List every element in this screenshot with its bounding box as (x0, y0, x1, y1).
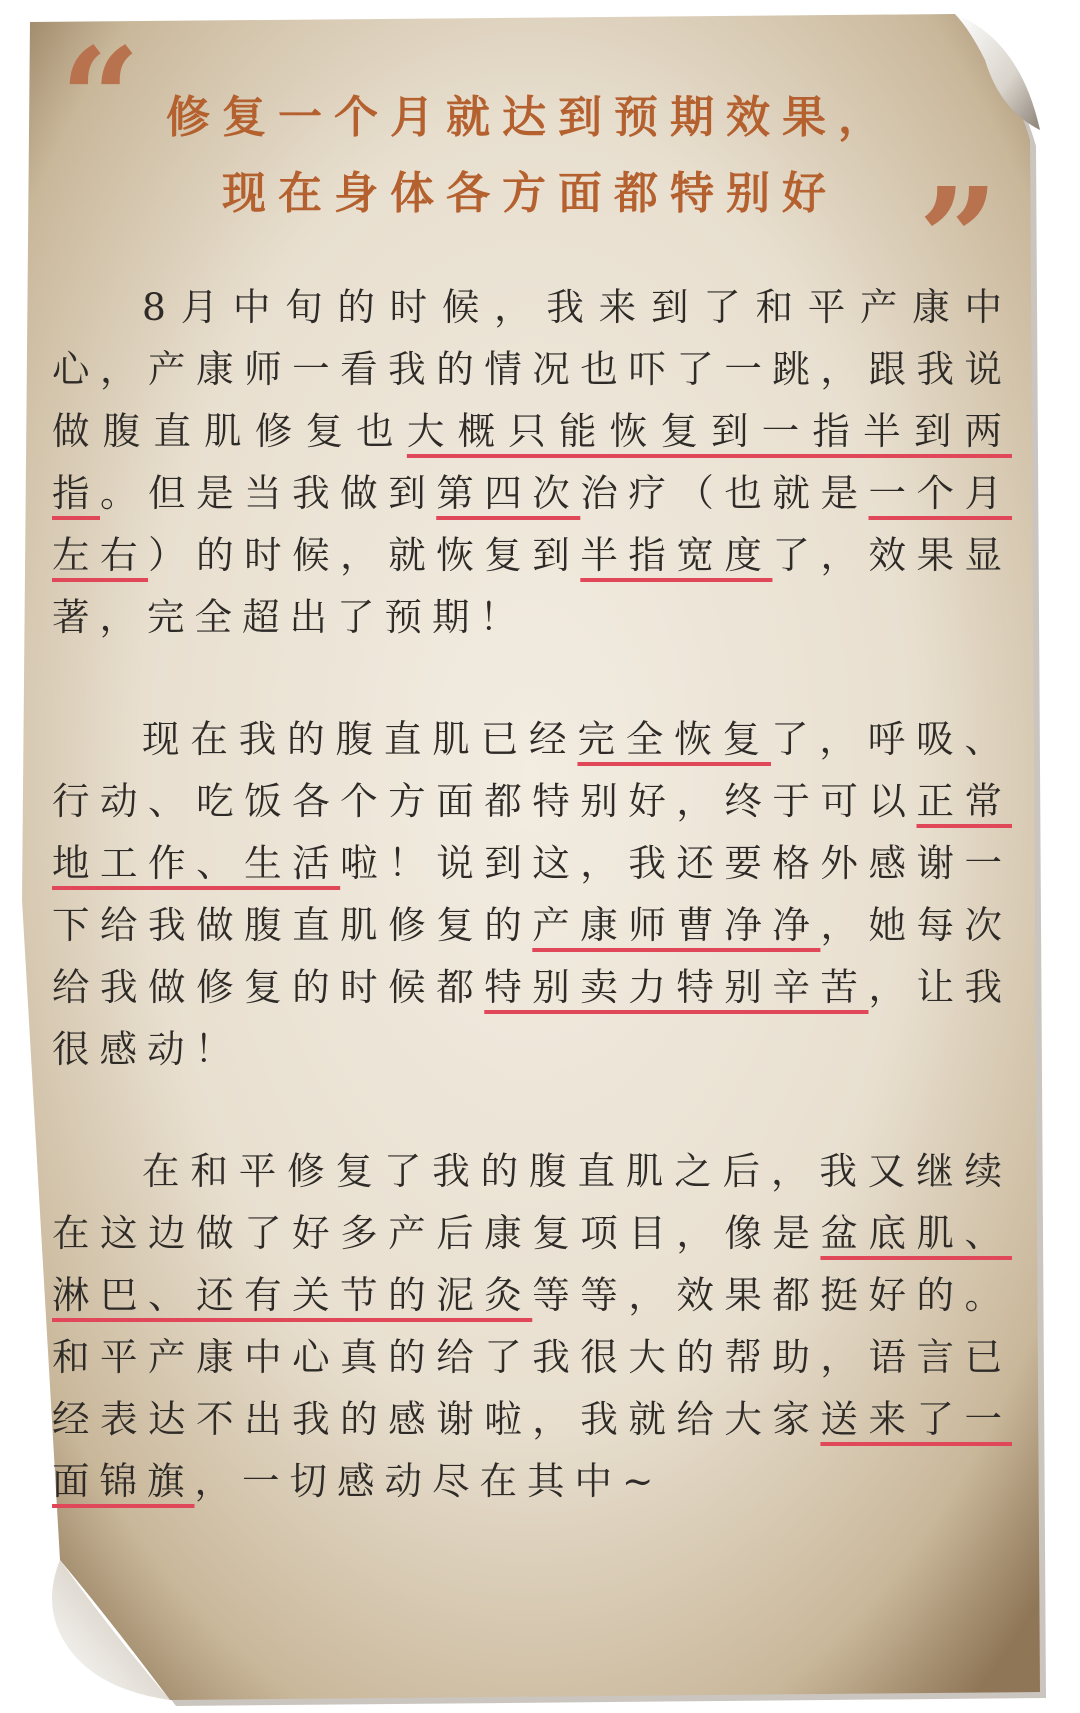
underlined-phrase: 送来了一面锦旗 (52, 1397, 1013, 1503)
open-quote-mark: “ (60, 18, 141, 182)
close-quote-mark: ” (918, 158, 999, 322)
paragraph-1 (52, 276, 1012, 648)
paragraph-2 (52, 708, 1012, 1080)
title (130, 80, 930, 232)
underlined-phrase: 完全恢复 (577, 717, 771, 761)
text-run: 。但是当我做到 (100, 471, 437, 515)
text-run: ，她每次给我做修复的时候都 (52, 903, 1013, 1009)
underlined-phrase: 盆底肌、淋巴、还有关节的泥灸 (52, 1211, 1013, 1317)
underlined-phrase: 正常地工作、生活 (52, 779, 1013, 885)
text-run: ，一切感动尽在其中~ (194, 1459, 664, 1503)
text-run: 了，效果显著，完全超出了预期！ (52, 533, 1013, 639)
text-run: 8月中旬的时候，我来到了和平产康中心，产康师一看我的情况也吓了一跳，跟我说做腹直肌修复也 (52, 285, 1012, 453)
letter-body (52, 276, 1012, 1512)
underlined-phrase: 大概只能恢复到一指半到两指 (52, 409, 1013, 515)
underlined-phrase: 一个月左右 (52, 471, 1013, 577)
text-run: 等等，效果都挺好的。和平产康中心真的给了我很大的帮助，语言已经表达不出我的感谢啦，我就给大家 (52, 1273, 1013, 1441)
underlined-phrase: 半指宽度 (580, 533, 773, 577)
text-run: 现在我的腹直肌已经 (142, 717, 578, 761)
underlined-phrase: 产康师曹净净 (532, 903, 821, 947)
text-run: ，让我很感动！ (52, 965, 1013, 1071)
title-line-1: 修复一个月就达到预期效果， (166, 92, 894, 143)
text-run: 啦！说到这，我还要格外感谢一下给我做腹直肌修复的 (52, 841, 1013, 947)
title-line-2: 现在身体各方面都特别好 (222, 168, 838, 219)
text-run: 了，呼吸、行动、吃饭各个方面都特别好，终于可以 (52, 717, 1013, 823)
text-run: ）的时候，就恢复到 (148, 533, 581, 577)
underlined-phrase: 第四次 (436, 471, 581, 515)
text-run: 在和平修复了我的腹直肌之后，我又继续在这边做了好多产后康复项目，像是 (52, 1149, 1012, 1255)
underlined-phrase: 特别卖力特别辛苦 (484, 965, 869, 1009)
text-run: 治疗（也就是 (580, 471, 869, 515)
paragraph-3 (52, 1140, 1012, 1512)
